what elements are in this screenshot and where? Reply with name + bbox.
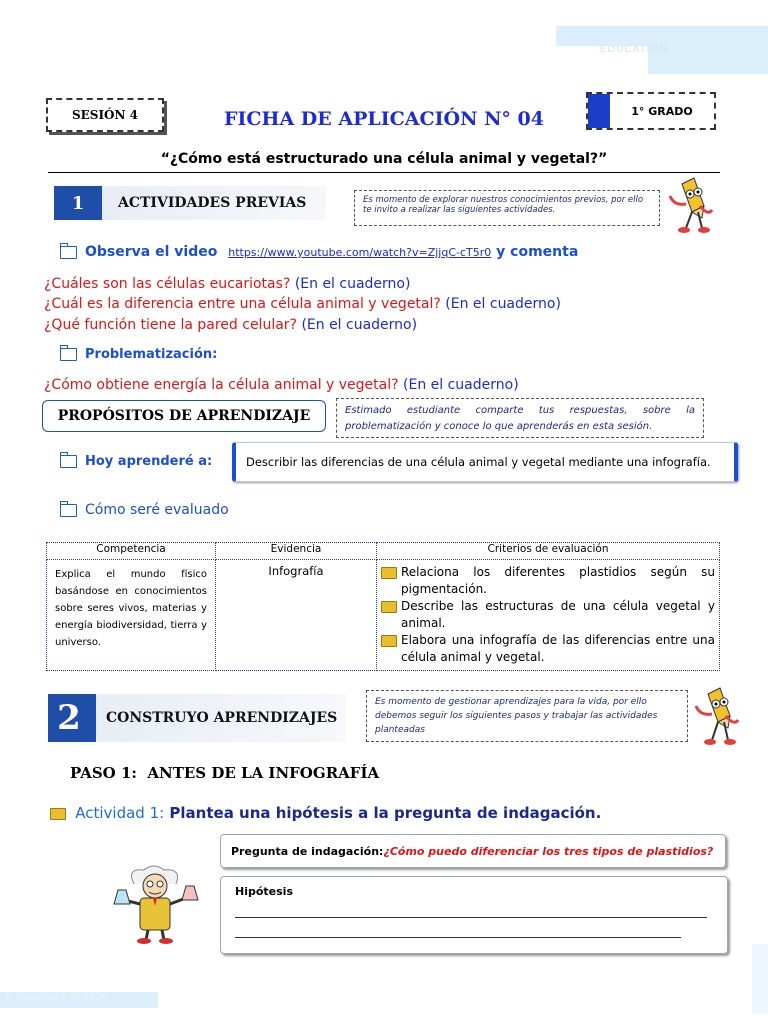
section-2-number: 2 bbox=[57, 698, 81, 738]
folder-icon bbox=[50, 808, 66, 820]
video-instruction bbox=[60, 244, 578, 260]
criterion-item bbox=[381, 564, 715, 598]
table-header-row bbox=[47, 543, 720, 560]
question-text: ¿Cuál es la diferencia entre una célula animal y vegetal? bbox=[44, 296, 441, 312]
activity-1-text: Plantea una hipótesis a la pregunta de indagación. bbox=[169, 804, 602, 822]
column-header: Criterios de evaluación bbox=[377, 543, 720, 560]
competence-cell: Explica el mundo físico basándose en conocimientos sobre seres vivos, materias y energía biodiversidad, tierra y universo. bbox=[47, 560, 216, 671]
question-tag: (En el cuaderno) bbox=[301, 317, 418, 333]
problem-text: ¿Cómo obtiene energía la célula animal y vegetal? bbox=[44, 377, 399, 393]
section-2-header bbox=[48, 694, 346, 742]
evidence-cell: Infografía bbox=[216, 560, 377, 671]
question-tag: (En el cuaderno) bbox=[445, 296, 561, 312]
evaluation-heading bbox=[60, 502, 229, 518]
pencil-mascot-icon bbox=[690, 684, 742, 746]
evaluation-table bbox=[46, 542, 720, 671]
scientist-mascot-icon bbox=[104, 864, 214, 944]
criterion-item bbox=[381, 598, 715, 632]
section-2-title: CONSTRUYO APRENDIZAJES bbox=[106, 710, 338, 726]
folder-icon bbox=[60, 246, 77, 259]
today-learn-heading bbox=[60, 454, 212, 469]
section-1-note: Es momento de explorar nuestros conocimientos previos, por ello te invito a realizar las siguientes actividades. bbox=[354, 190, 660, 226]
answer-line[interactable] bbox=[235, 917, 707, 918]
table-row bbox=[47, 560, 720, 671]
answer-line[interactable] bbox=[235, 937, 681, 938]
folder-icon bbox=[60, 504, 77, 517]
question-tag: (En el cuaderno) bbox=[294, 276, 411, 292]
criterion-item bbox=[381, 632, 715, 666]
evaluation-heading-text: Cómo seré evaluado bbox=[85, 502, 229, 518]
session-question: “¿Cómo está estructurado una célula animal y vegetal?” bbox=[160, 151, 608, 167]
bottom-right-band bbox=[752, 944, 768, 1014]
criteria-cell bbox=[377, 560, 720, 671]
folder-icon bbox=[381, 567, 397, 579]
header-divider bbox=[48, 172, 720, 173]
hypothesis-box bbox=[220, 876, 728, 954]
problem-heading bbox=[60, 347, 217, 362]
question-text: ¿Qué función tiene la pared celular? bbox=[44, 317, 297, 333]
pencil-mascot-icon bbox=[664, 176, 716, 234]
inquiry-question: ¿Cómo puedo diferenciar los tres tipos de plastidios? bbox=[383, 844, 714, 858]
page-title: FICHA DE APLICACIÓN N° 04 bbox=[224, 108, 544, 130]
top-watermark-band bbox=[556, 26, 768, 46]
hypothesis-label: Hipótesis bbox=[235, 885, 293, 898]
problem-question bbox=[44, 377, 519, 393]
video-prefix: Observa el video bbox=[85, 244, 218, 260]
folder-icon bbox=[60, 455, 77, 468]
today-learn-box: Describir las diferencias de una célula animal y vegetal mediante una infografía. bbox=[232, 442, 738, 482]
folder-icon bbox=[60, 348, 77, 361]
step-1-title: PASO 1: ANTES DE LA INFOGRAFÍA bbox=[70, 764, 380, 782]
question-line bbox=[44, 276, 410, 292]
video-suffix: y comenta bbox=[496, 244, 579, 260]
grade-label: 1° GRADO bbox=[631, 104, 693, 118]
section-1-title: ACTIVIDADES PREVIAS bbox=[118, 195, 307, 211]
section-1-header bbox=[54, 186, 326, 220]
inquiry-label: Pregunta de indagación: bbox=[231, 844, 384, 858]
column-header: Evidencia bbox=[216, 543, 377, 560]
criterion-text: Relaciona los diferentes plastidios según su pigmentación. bbox=[401, 565, 715, 596]
purpose-header: PROPÓSITOS DE APRENDIZAJE bbox=[42, 400, 326, 432]
bottom-watermark-text: © Copyright CI 2024 bbox=[0, 992, 158, 1008]
purpose-note: Estimado estudiante comparte tus respuestas, sobre la problematización y conoce lo que aprenderás en esta sesión. bbox=[336, 398, 704, 438]
today-learn-label: Hoy aprenderé a: bbox=[85, 454, 213, 469]
folder-icon bbox=[381, 635, 397, 647]
question-line bbox=[44, 317, 417, 333]
folder-icon bbox=[381, 601, 397, 613]
criterion-text: Describe las estructuras de una célula vegetal y animal. bbox=[401, 599, 715, 630]
top-watermark-text: EDUCATION bbox=[600, 44, 668, 55]
question-text: ¿Cuáles son las células eucariotas? bbox=[44, 276, 291, 292]
video-link[interactable]: https://www.youtube.com/watch?v=ZjjqC-cT5r0 bbox=[228, 246, 492, 259]
criterion-text: Elabora una infografía de las diferencias entre una célula animal y vegetal. bbox=[401, 633, 715, 664]
column-header: Competencia bbox=[47, 543, 216, 560]
question-line bbox=[44, 296, 561, 312]
session-label: SESIÓN 4 bbox=[71, 108, 139, 122]
activity-1-label: Actividad 1: bbox=[75, 804, 165, 822]
activity-1 bbox=[50, 804, 601, 822]
section-1-number: 1 bbox=[71, 192, 85, 214]
problem-tag: (En el cuaderno) bbox=[403, 377, 519, 393]
problem-heading-text: Problematización: bbox=[85, 347, 218, 362]
section-2-note: Es momento de gestionar aprendizajes para la vida, por ello debemos seguir los siguientes pasos y trabajar las actividades planteadas bbox=[366, 690, 688, 742]
inquiry-question-box bbox=[220, 834, 726, 868]
